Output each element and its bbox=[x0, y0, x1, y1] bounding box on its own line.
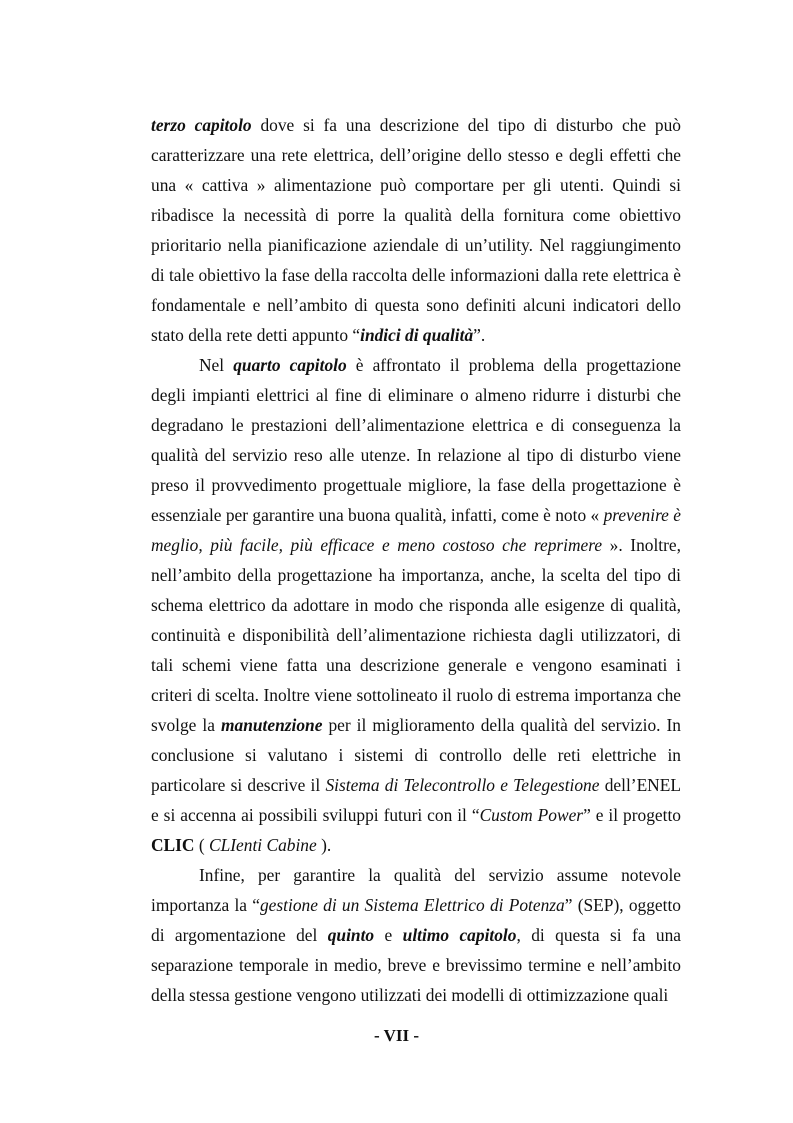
emphasis-terzo-capitolo: terzo capitolo bbox=[151, 115, 252, 135]
paragraph-terzo-capitolo bbox=[151, 110, 681, 350]
emphasis-custom-power: Custom Power bbox=[479, 805, 584, 825]
emphasis-quarto-capitolo: quarto capitolo bbox=[233, 355, 347, 375]
text-run: è affrontato il problema della progettazione degli impianti elettrici al fine di eliminare o almeno ridurre i disturbi che degradano le prestazioni dell’alimentazione elettrica e di conseguenza la qualità del servizio reso alle utenze. In relazione al tipo di disturbo viene preso il provvedimento progettuale migliore, la fase della progettazione è essenziale per garantire una buona qualità, infatti, come è noto « bbox=[151, 355, 681, 525]
text-run: , di questa si fa una separazione temporale in medio, breve e brevissimo termine e nell’ambito della stessa gestione vengono utilizzati dei modelli di ottimizzazione quali bbox=[151, 925, 682, 1005]
paragraph-quarto-capitolo bbox=[151, 350, 681, 860]
document-body bbox=[151, 110, 681, 1010]
text-run: Infine, per garantire la qualità del servizio assume notevole importanza la “ bbox=[151, 865, 681, 915]
emphasis-quinto: quinto bbox=[327, 925, 375, 945]
text-run: ). bbox=[316, 835, 332, 855]
emphasis-telecontrollo: Sistema di Telecontrollo e Telegestione bbox=[325, 775, 600, 795]
page-number: - VII - bbox=[373, 1026, 420, 1045]
text-run: ». Inoltre, nell’ambito della progettazione ha importanza, anche, la scelta del tipo di schema elettrico da adottare in modo che risponda alle esigenze di qualità, continuità e disponibilità dell’alimentazione richiesta dagli utilizzatori, di tali schemi viene fatta una descrizione generale e vengono esaminati i criteri di scelta. Inoltre viene sottolineato il ruolo di estrema importanza che svolge la bbox=[151, 535, 681, 735]
emphasis-gestione-sep: gestione di un Sistema Elettrico di Potenza bbox=[259, 895, 565, 915]
text-run: Nel bbox=[199, 355, 234, 375]
emphasis-clienti-cabine: CLIenti Cabine bbox=[209, 835, 317, 855]
text-run: ” (SEP), oggetto di argomentazione del bbox=[151, 895, 681, 945]
text-run: ( bbox=[194, 835, 209, 855]
quote-prevenire: prevenire è meglio, più facile, più efficace e meno costoso che reprimere bbox=[151, 505, 681, 555]
text-run: dove si fa una descrizione del tipo di disturbo che può caratterizzare una rete elettrica, dell’origine dello stesso e degli effetti che una « cattiva » alimentazione può comportare per gli utenti. Quindi si ribadisce la necessità di porre la qualità della fornitura come obiettivo prioritario nella pianificazione aziendale di un’utility. Nel raggiungimento di tale obiettivo la fase della raccolta delle informazioni dalla rete elettrica è fondamentale e nell’ambito di questa sono definiti alcuni indicatori dello stato della rete detti appunto “ bbox=[151, 115, 681, 345]
emphasis-clic: CLIC bbox=[151, 835, 195, 855]
text-run: per il miglioramento della qualità del servizio. In conclusione si valutano i sistemi di controllo delle reti elettriche in particolare si descrive il bbox=[151, 715, 681, 795]
text-run: ” e il progetto bbox=[583, 805, 681, 825]
text-run: e bbox=[374, 925, 403, 945]
emphasis-indici-qualita: indici di qualità bbox=[360, 325, 474, 345]
text-run: dell’ENEL e si accenna ai possibili sviluppi futuri con il “ bbox=[151, 775, 681, 825]
text-run: ”. bbox=[473, 325, 486, 345]
paragraph-quinto-capitolo bbox=[151, 860, 681, 1010]
emphasis-manutenzione: manutenzione bbox=[220, 715, 323, 735]
emphasis-ultimo-capitolo: ultimo capitolo bbox=[402, 925, 517, 945]
